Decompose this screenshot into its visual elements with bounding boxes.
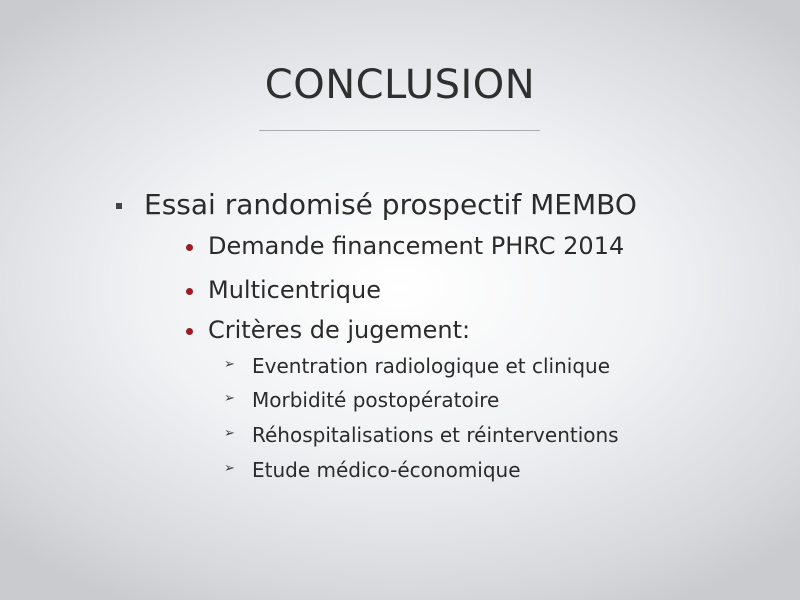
bullet-text: Essai randomisé prospectif MEMBO: [144, 188, 637, 221]
round-bullet-icon: [186, 328, 193, 335]
arrowhead-bullet-icon: ➢: [224, 426, 235, 441]
bullet-text: Eventration radiologique et clinique: [252, 354, 611, 378]
bullet-text: Etude médico-économique: [252, 458, 521, 482]
bullet-text: Réhospitalisations et réinterventions: [252, 423, 619, 447]
square-bullet-icon: [116, 203, 122, 209]
arrowhead-bullet-icon: ➢: [224, 391, 235, 406]
arrowhead-bullet-icon: ➢: [224, 461, 235, 476]
bullet-text: Demande financement PHRC 2014: [208, 232, 625, 260]
round-bullet-icon: [186, 288, 193, 295]
bullet-text: Morbidité postopératoire: [252, 388, 500, 412]
round-bullet-icon: [186, 244, 193, 251]
slide-title: CONCLUSION: [264, 62, 536, 108]
arrowhead-bullet-icon: ➢: [224, 357, 235, 372]
bullet-text: Critères de jugement:: [208, 316, 471, 344]
bullet-text: Multicentrique: [208, 276, 381, 304]
title-divider: [259, 130, 540, 131]
